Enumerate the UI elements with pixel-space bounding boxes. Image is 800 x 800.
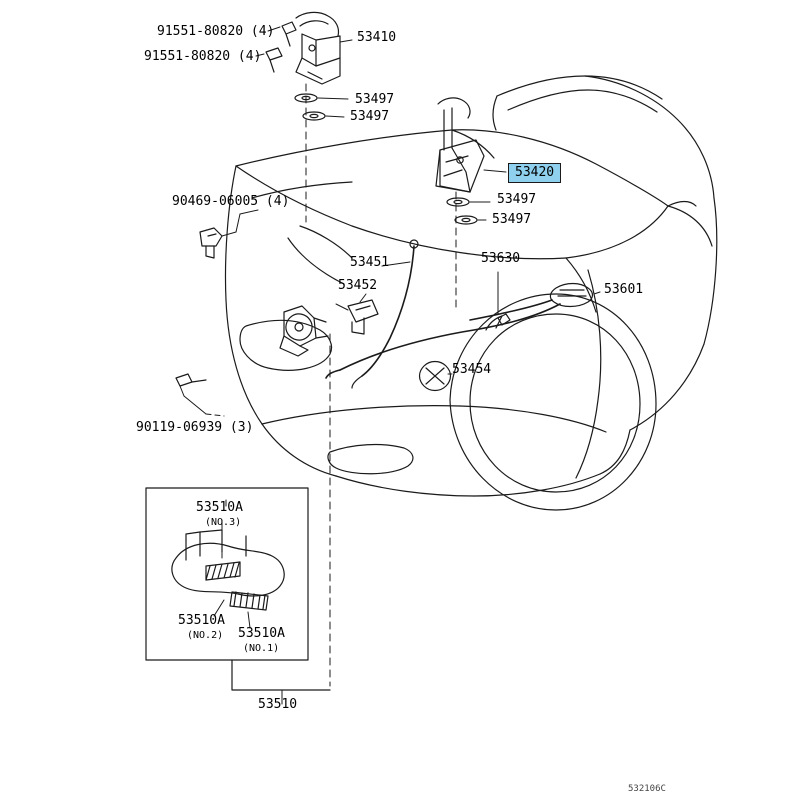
label-53452: 53452 bbox=[338, 278, 378, 293]
label-53497-c: 53497 bbox=[497, 192, 537, 207]
label-53497-d: 53497 bbox=[492, 212, 532, 227]
label-91551-80820-b: 91551-80820 (4) bbox=[144, 49, 262, 64]
label-53497-a: 53497 bbox=[355, 92, 395, 107]
label-53510: 53510 bbox=[258, 697, 298, 712]
label-53510a-no1: 53510A bbox=[238, 626, 285, 641]
label-53601: 53601 bbox=[604, 282, 644, 297]
highlighted-part-53420[interactable]: 53420 bbox=[508, 163, 561, 183]
label-90469-06005: 90469-06005 (4) bbox=[172, 194, 290, 209]
label-53630: 53630 bbox=[481, 251, 521, 266]
label-no3: (NO.3) bbox=[205, 517, 242, 528]
label-90119-06939: 90119-06939 (3) bbox=[136, 420, 254, 435]
label-no1: (NO.1) bbox=[243, 643, 280, 654]
label-53510a-no2: 53510A bbox=[178, 613, 225, 628]
label-91551-80820-a: 91551-80820 (4) bbox=[157, 24, 275, 39]
label-no2: (NO.2) bbox=[187, 630, 224, 641]
label-53497-b: 53497 bbox=[350, 109, 390, 124]
label-53510a-no3: 53510A bbox=[196, 500, 243, 515]
label-53451: 53451 bbox=[350, 255, 390, 270]
diagram-footer-code: 532106C bbox=[628, 784, 666, 794]
label-53454: 53454 bbox=[452, 362, 492, 377]
label-53410: 53410 bbox=[357, 30, 397, 45]
